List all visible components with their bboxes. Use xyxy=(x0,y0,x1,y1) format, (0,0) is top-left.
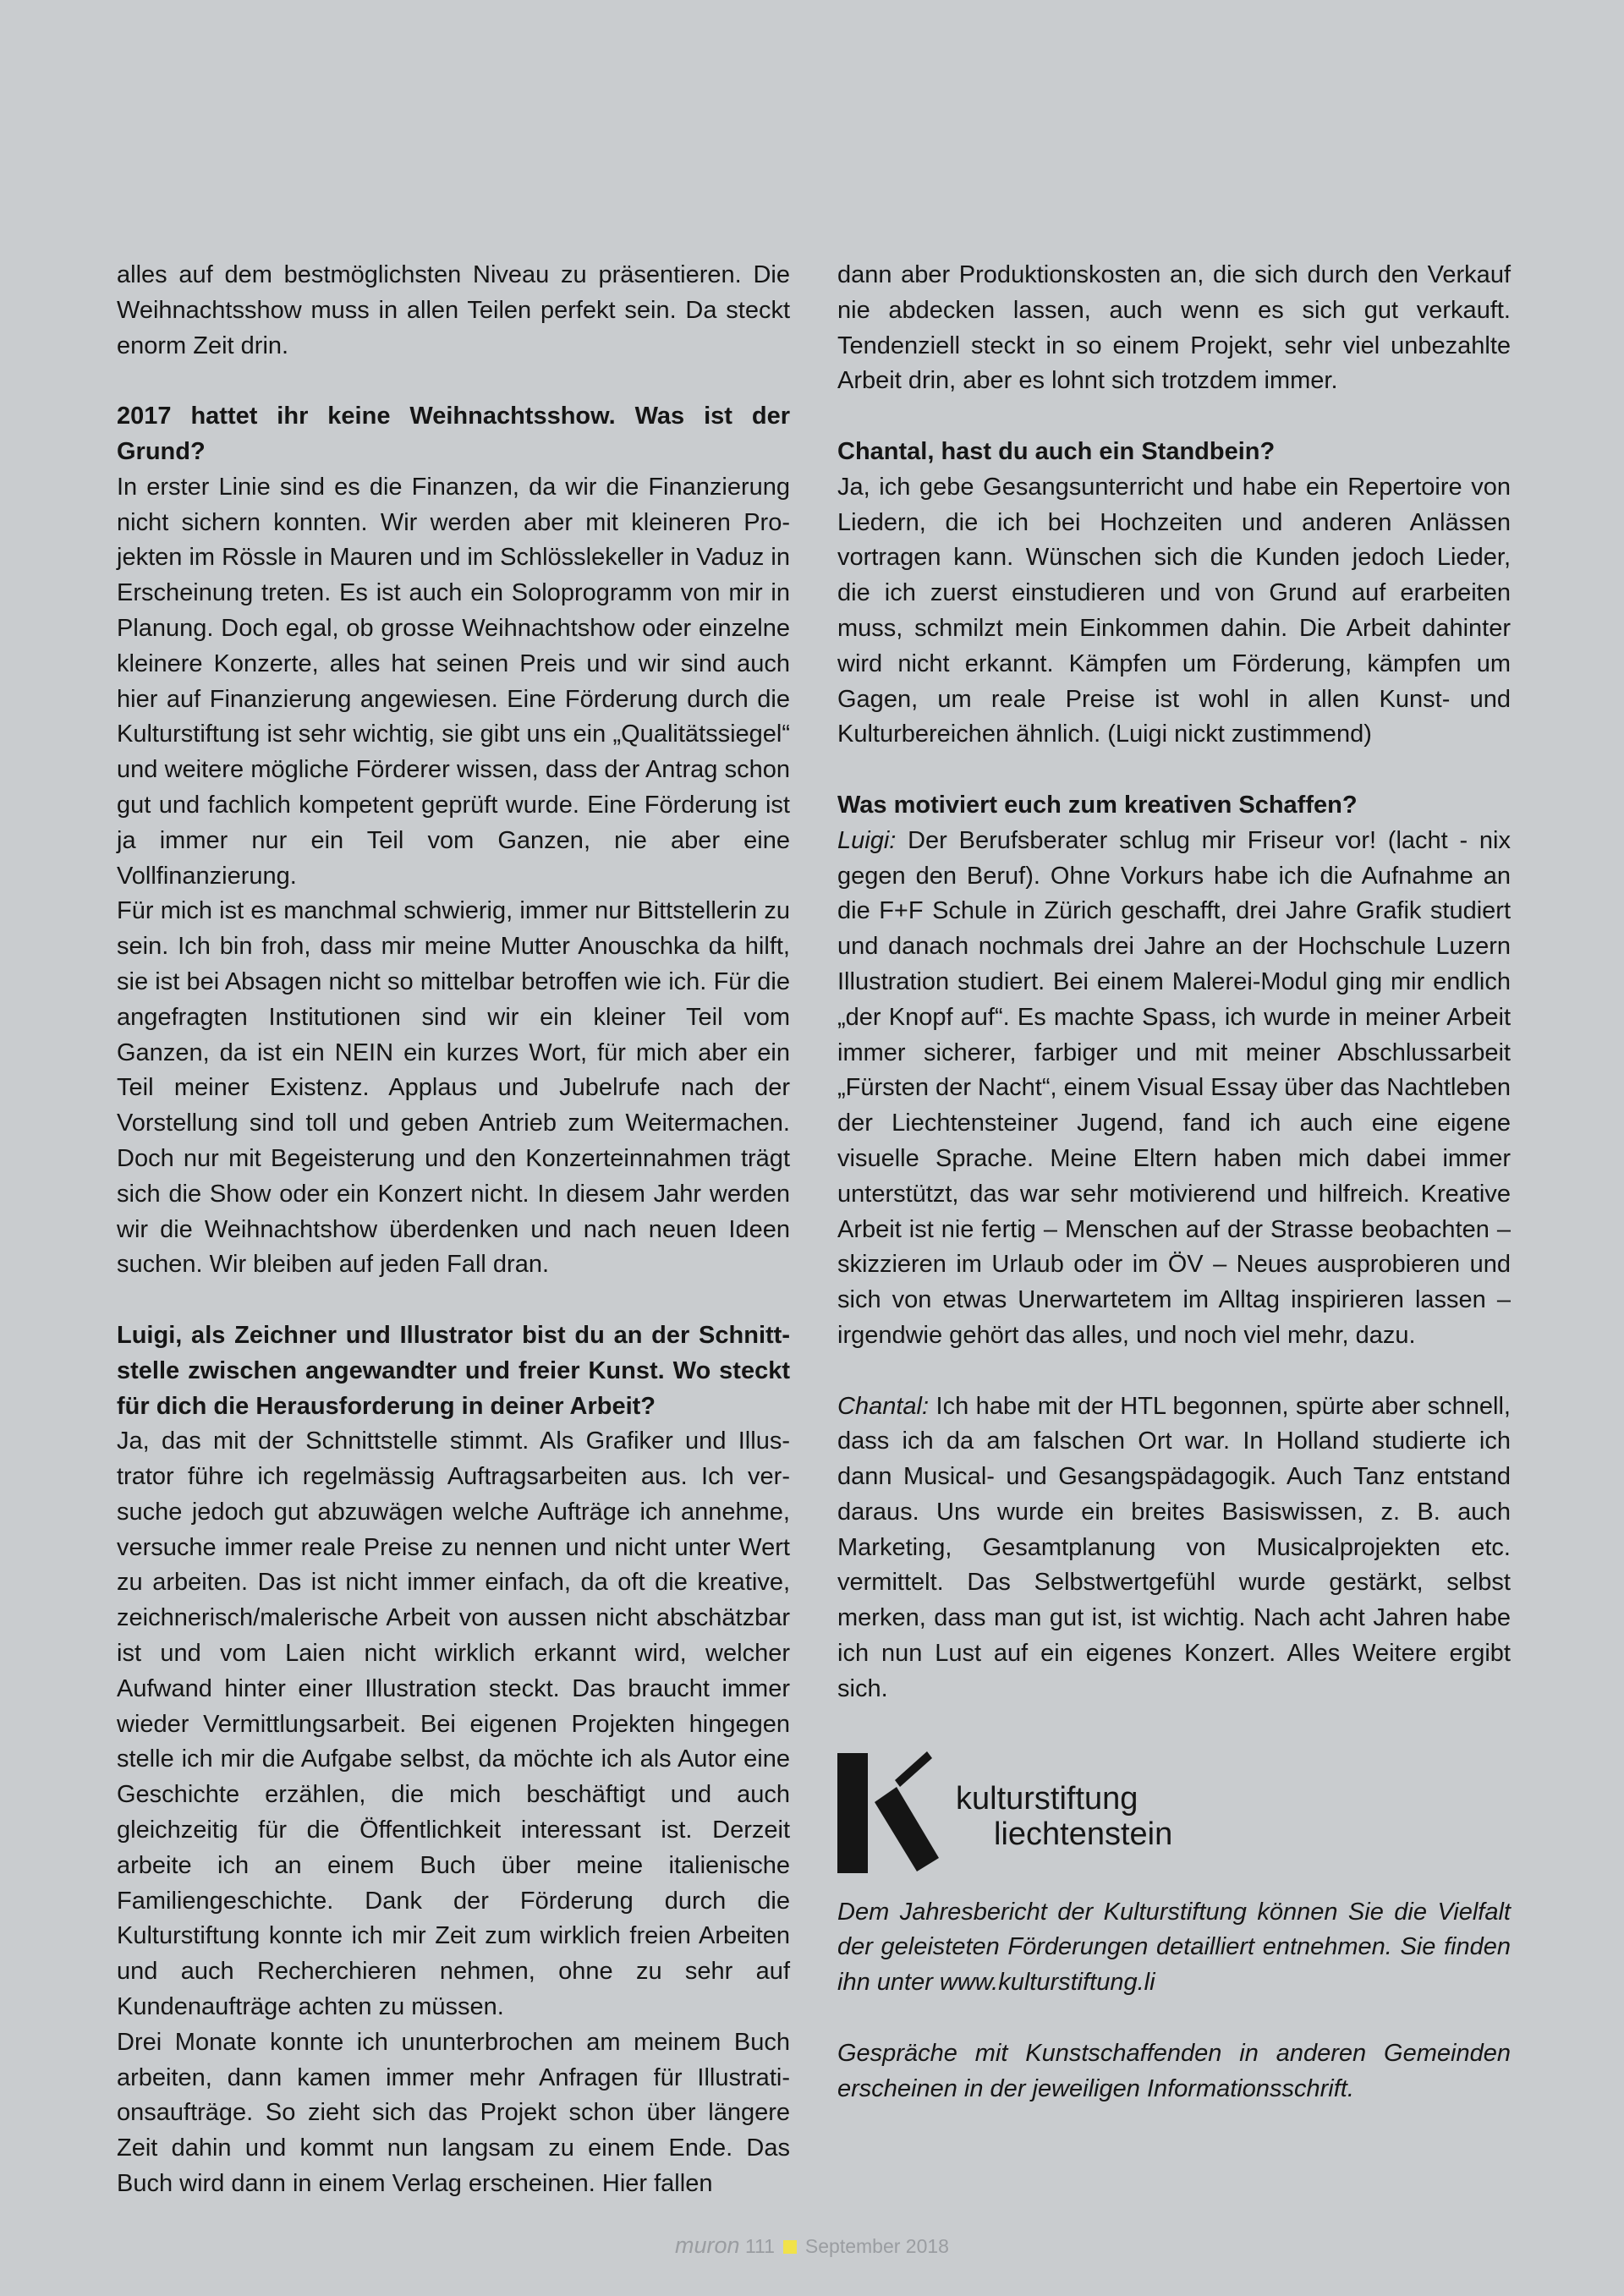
note-jahresbericht: Dem Jahresbericht der Kulturstiftung können Sie die Vielfalt der geleisteten Förderungen detailliert entnehmen. Sie finden ihn unter www.kulturstiftung.li xyxy=(837,1898,1511,1997)
question-weihnachtsshow: 2017 hattet ihr keine Weihnachtsshow. Was ist der Grund? xyxy=(117,403,790,465)
left-paragraph-1: alles auf dem bestmöglichsten Niveau zu präsentieren. Die Weihnachtsshow muss in allen Teilen perfekt sein. Da steckt enorm Zeit drin. xyxy=(117,261,790,359)
note-gespraeche: Gespräche mit Kunstschaffenden in anderen Gemeinden erscheinen in der jeweiligen Informationsschrift. xyxy=(837,2039,1511,2102)
speaker-luigi: Luigi: xyxy=(837,826,897,854)
left-paragraph-2: In erster Linie sind es die Finanzen, da wir die Finanzierung nicht sichern konnten. Wir werden aber mit kleineren Projekten im Rössle in Mauren und im Schlösslekeller in Vaduz in Erscheinung treten. Es ist auch ein Soloprogramm von mir in Planung. Doch egal, ob grosse Weihnachtshow oder einzelne kleinere Konzerte, alles hat seinen Preis und wir sind auch hier auf Finanzierung angewiesen. Eine Förderung durch die Kulturstiftung ist sehr wichtig, sie gibt uns ein „Qualitätssiegel“ und weitere mögliche Förderer wissen, dass der Antrag schon gut und fachlich kompetent geprüft wurde. Eine Förderung ist ja immer nur ein Teil vom Ganzen, nie aber eine Vollfinanzierung. xyxy=(117,473,790,890)
right-paragraph-4 xyxy=(837,1389,1511,1707)
right-paragraph-3 xyxy=(837,824,1511,1354)
left-paragraph-3: Für mich ist es manchmal schwierig, immer nur Bittstellerin zu sein. Ich bin froh, dass mir meine Mutter Anouschka da hilft, sie ist bei Absagen nicht so mittelbar betroffen wie ich. Für die angefragten Institutionen sind wir ein kleiner Teil vom Ganzen, da ist ein NEIN ein kurzes Wort, für mich aber ein Teil meiner Existenz. Applaus und Jubelrufe nach der Vorstellung sind toll und geben Antrieb zum Weitermachen. Doch nur mit Begeisterung und den Konzerteinnahmen trägt sich die Show oder ein Konzert nicht. In diesem Jahr werden wir die Weihnachtshow überdenken und nach neuen Ideen suchen. Wir bleiben auf jeden Fall dran. xyxy=(117,897,790,1279)
question-schnittstelle: Luigi, als Zeichner und Illustrator bist du an der Schnittstelle zwischen angewandter und freier Kunst. Wo steckt für dich die Herausforderung in deiner Arbeit? xyxy=(117,1321,790,1420)
speaker-chantal: Chantal: xyxy=(837,1392,930,1420)
logo-line-2: liechtenstein xyxy=(994,1816,1173,1852)
question-motivation: Was motiviert euch zum kreativen Schaffen? xyxy=(837,791,1358,819)
kulturstiftung-k-logo-icon xyxy=(837,1746,947,1873)
left-paragraph-5: Drei Monate konnte ich ununterbrochen am meinem Buch arbeiten, dann kamen immer mehr Anfragen für Illustrationsaufträge. So zieht sich das Projekt schon über längere Zeit dahin und kommt nun langsam zu einem Ende. Das Buch wird dann in einem Verlag erscheinen. Hier fallen xyxy=(117,2028,790,2198)
logo-line-1: kulturstiftung xyxy=(956,1780,1138,1817)
page-footer xyxy=(0,2233,1624,2259)
left-paragraph-4: Ja, das mit der Schnittstelle stimmt. Als Grafiker und Illustrator führe ich regelmässig Auftragsarbeiten aus. Ich versuche jedoch gut abzuwägen welche Aufträge ich annehme, versuche immer reale Preise zu nennen und nicht unter Wert zu arbeiten. Das ist nicht immer einfach, da oft die kreative, zeichnerisch/malerische Arbeit von aussen nicht abschätzbar ist und vom Laien nicht wirklich erkannt wird, welcher Aufwand hinter einer Illustration steckt. Das braucht immer wieder Vermittlungsarbeit. Bei eigenen Projekten hingegen stelle ich mir die Aufgabe selbst, da möchte ich als Autor eine Geschichte erzählen, die mich beschäftigt und auch gleichzeitig für die Öffentlichkeit interessant ist. Derzeit arbeite ich an einem Buch über meine italienische Familiengeschichte. Dank der Förderung durch die Kulturstiftung konnte ich mir Zeit zum wirklich freien Arbeiten und auch Recherchieren nehmen, ohne zu sehr auf Kundenaufträge achten zu müssen. xyxy=(117,1427,790,2021)
footer-date: September 2018 xyxy=(804,2235,949,2257)
kulturstiftung-logo xyxy=(837,1746,1511,1873)
right-paragraph-2: Ja, ich gebe Gesangsunterricht und habe ein Repertoire von Liedern, die ich bei Hochzeiten und anderen Anlässen vortragen kann. Wünschen sich die Kunden jedoch Lieder, die ich zuerst einstudieren und von Grund auf erarbeiten muss, schmilzt mein Einkommen dahin. Die Arbeit dahinter wird nicht erkannt. Kämpfen um Förderung, kämpfen um Gagen, um reale Preise ist wohl in allen Kunst- und Kulturbereichen ähnlich. (Luigi nickt zustimmend) xyxy=(837,473,1511,748)
left-column xyxy=(117,258,790,2202)
answer-chantal: Ich habe mit der HTL begonnen, spürte aber schnell, dass ich da am falschen Ort war. In Holland studierte ich dann Musical- und Gesangspädagogik. Auch Tanz entstand daraus. Uns wurde ein breites Basiswissen, z. B. auch Marketing, Gesamtplanung von Musicalprojekten etc. vermittelt. Das Selbstwertgefühl wurde gestärkt, selbst merken, dass man gut ist, ist wichtig. Nach acht Jahren habe ich nun Lust auf ein eigenes Konzert. Alles Weitere ergibt sich. xyxy=(837,1392,1511,1702)
footer-square-icon xyxy=(783,2240,797,2254)
question-standbein: Chantal, hast du auch ein Standbein? xyxy=(837,437,1276,465)
answer-luigi: Der Berufsberater schlug mir Friseur vor! (lacht - nix gegen den Beruf). Ohne Vorkurs habe ich die Aufnahme an die F+F Schule in Zürich geschafft, drei Jahre Grafik studiert und danach nochmals drei Jahre an der Hochschule Luzern Illustration studiert. Bei einem Malerei-Modul ging mir endlich „der Knopf auf“. Es machte Spass, ich wurde in meiner Arbeit immer sicherer, farbiger und mit meiner Abschlussarbeit „Fürsten der Nacht“, einem Visual Essay über das Nachtleben der Liechtensteiner Jugend, fand ich auch eine eigene visuelle Sprache. Meine Eltern haben mich dabei immer unterstützt, das war sehr motivierend und hilfreich. Kreative Arbeit ist nie fertig – Menschen auf der Strasse beobachten – skizzieren im Urlaub oder im ÖV – Neues ausprobieren und sich von etwas Unerwartetem im Alltag inspirieren lassen – irgendwie gehört das alles, und noch viel mehr, dazu. xyxy=(837,826,1511,1349)
footer-brand: muron xyxy=(675,2233,740,2258)
logo-wordmark xyxy=(956,1767,1172,1852)
footer-issue: 111 xyxy=(744,2235,775,2257)
right-paragraph-1: dann aber Produktionskosten an, die sich durch den Verkauf nie abdecken lassen, auch wenn es sich gut verkauft. Tendenziell steckt in so einem Projekt, sehr viel unbezahlte Arbeit drin, aber es lohnt sich trotzdem immer. xyxy=(837,261,1511,395)
right-column xyxy=(837,258,1511,2107)
